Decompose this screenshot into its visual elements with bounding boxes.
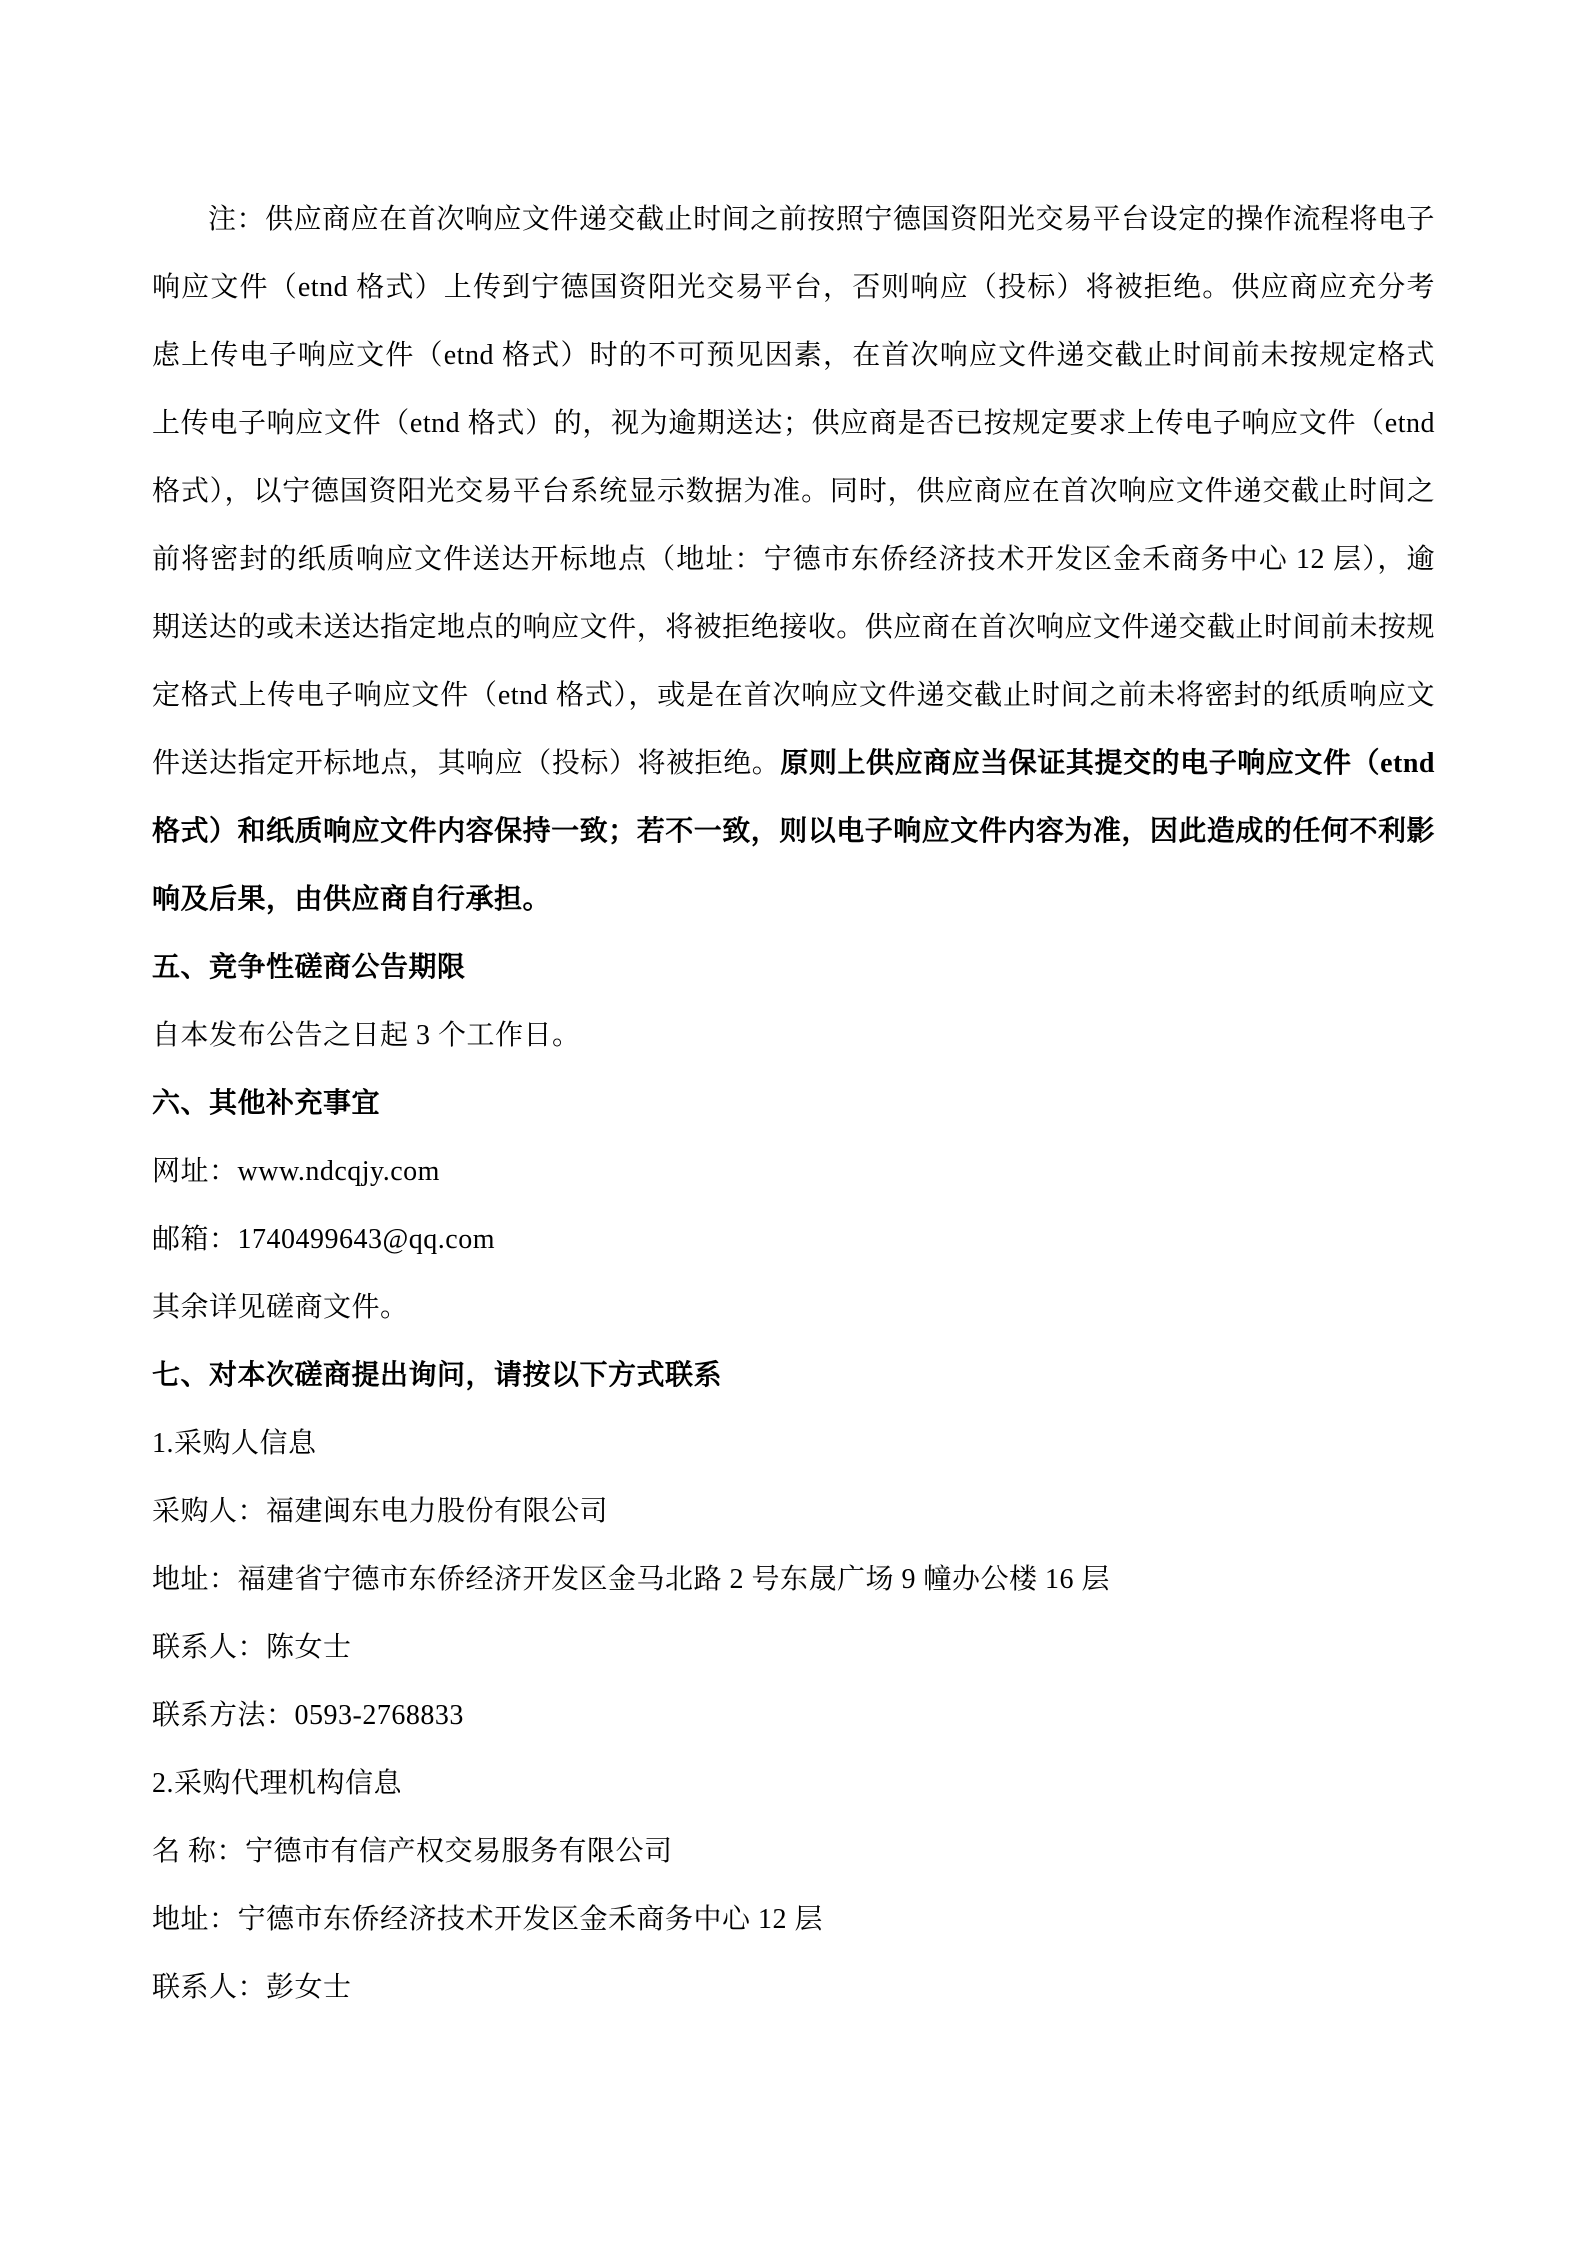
note-regular-text: 注：供应商应在首次响应文件递交截止时间之前按照宁德国资阳光交易平台设定的操作流程将电子响应文件（etnd 格式）上传到宁德国资阳光交易平台，否则响应（投标）将被拒绝。供应商应充分考虑上传电子响应文件（etnd 格式）时的不可预见因素，在首次响应文件递交截止时间前未按规定格式上传电子响应文件（etnd 格式）的，视为逾期送达；供应商是否已按规定要求上传电子响应文件（etnd 格式），以宁德国资阳光交易平台系统显示数据为准。同时，供应商应在首次响应文件递交截止时间之前将密封的纸质响应文件送达开标地点（地址：宁德市东侨经济技术开发区金禾商务中心 12 层），逾期送达的或未送达指定地点的响应文件，将被拒绝接收。供应商在首次响应文件递交截止时间前未按规定格式上传电子响应文件（etnd 格式），或是在首次响应文件递交截止时间之前未将密封的纸质响应文件送达指定开标地点，其响应（投标）将被拒绝。 [152, 204, 1435, 779]
purchaser-name-line: 采购人：福建闽东电力股份有限公司 [152, 1496, 609, 1527]
see-document-line: 其余详见磋商文件。 [152, 1292, 409, 1323]
purchaser-phone-line: 联系方法：0593-2768833 [152, 1700, 464, 1731]
purchaser-info-title: 1.采购人信息 [152, 1428, 317, 1459]
agency-name-line: 名 称：宁德市有信产权交易服务有限公司 [152, 1836, 673, 1867]
purchaser-address-line: 地址：福建省宁德市东侨经济开发区金马北路 2 号东晟广场 9 幢办公楼 16 层 [152, 1564, 1111, 1595]
section-7-heading: 七、对本次磋商提出询问，请按以下方式联系 [152, 1360, 723, 1391]
note-paragraph [152, 186, 1435, 934]
section-6-heading: 六、其他补充事宜 [152, 1088, 381, 1119]
agency-info-title: 2.采购代理机构信息 [152, 1768, 403, 1799]
agency-address-line: 地址：宁德市东侨经济技术开发区金禾商务中心 12 层 [152, 1904, 824, 1935]
agency-contact-line: 联系人：彭女士 [152, 1972, 352, 2003]
email-line: 邮箱：1740499643@qq.com [152, 1224, 495, 1255]
website-line: 网址：www.ndcqjy.com [152, 1156, 440, 1187]
note-bold-text: 原则上供应商应当保证其提交的电子响应文件（etnd 格式）和纸质响应文件内容保持一致；若不一致，则以电子响应文件内容为准，因此造成的任何不利影响及后果，由供应商自行承担。 [152, 748, 1435, 915]
purchaser-contact-line: 联系人：陈女士 [152, 1632, 352, 1663]
section-5-heading: 五、竞争性磋商公告期限 [152, 952, 466, 983]
section-5-body: 自本发布公告之日起 3 个工作日。 [152, 1020, 581, 1051]
